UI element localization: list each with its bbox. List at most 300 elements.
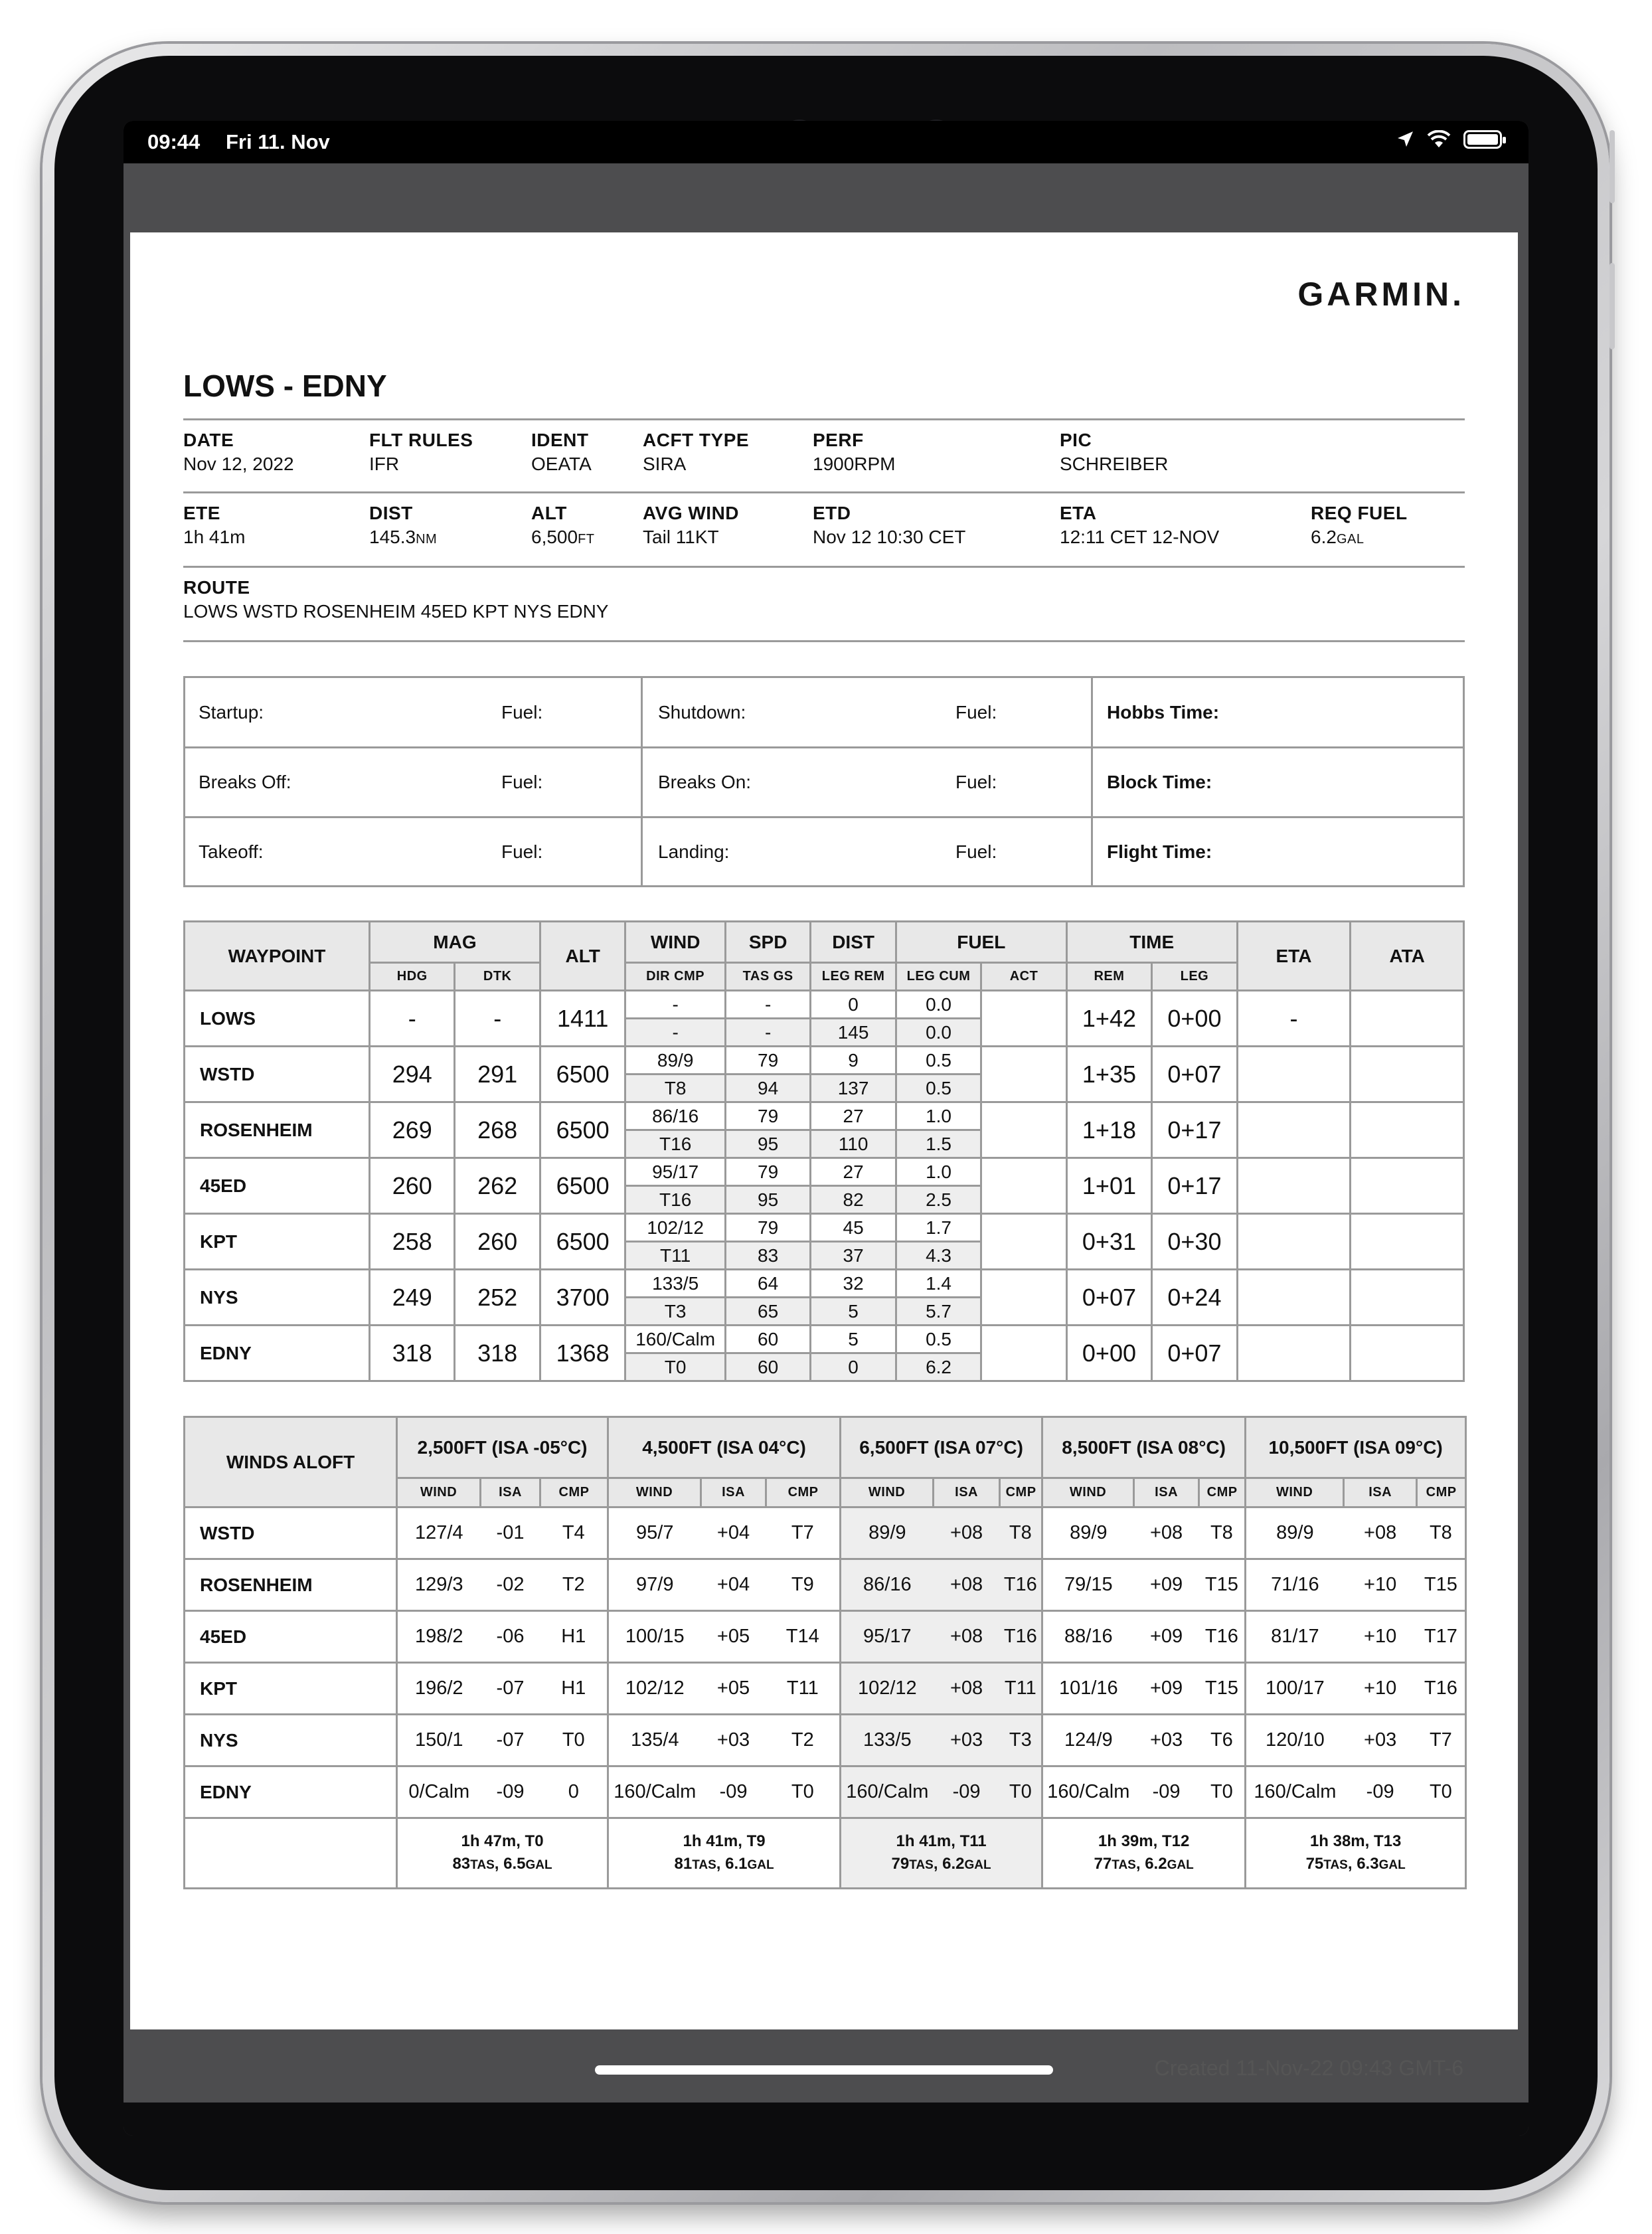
tas-cell: 79	[725, 1158, 810, 1186]
fuel-leg-cell: 0.5	[896, 1047, 981, 1074]
hdg-cell: 318	[370, 1326, 455, 1381]
cmp-value: T8	[1199, 1507, 1246, 1559]
level-header-10500: 10,500FT (ISA 09°C)	[1246, 1417, 1466, 1478]
wind-value: 89/9	[1042, 1507, 1134, 1559]
waypoint-name: EDNY	[185, 1766, 397, 1818]
wind-value: 89/9	[841, 1507, 934, 1559]
nav-row	[185, 1047, 1464, 1074]
col-cmp: CMP	[1417, 1478, 1466, 1507]
hdg-cell: -	[370, 991, 455, 1047]
header-ident: IDENT OEATA	[531, 430, 592, 474]
wind-value: 160/Calm	[608, 1766, 701, 1818]
eta-cell[interactable]	[1237, 1326, 1351, 1381]
isa-value: -09	[481, 1766, 540, 1818]
isa-value: +03	[1344, 1715, 1417, 1766]
col-wind: WIND	[1246, 1478, 1344, 1507]
block-times-box	[183, 676, 1465, 887]
wind-value: 160/Calm	[1246, 1766, 1344, 1818]
dtk-cell: 262	[455, 1158, 540, 1214]
takeoff-fuel-label[interactable]: Fuel:	[501, 841, 543, 862]
time-rem-cell: 1+18	[1066, 1102, 1151, 1158]
col-fuel: FUEL	[896, 922, 1066, 963]
waypoint-name: NYS	[185, 1715, 397, 1766]
isa-value: +03	[1134, 1715, 1199, 1766]
nav-row	[185, 991, 1464, 1019]
cmp-value: T8	[1000, 1507, 1042, 1559]
gal-unit: GAL	[747, 1857, 774, 1872]
isa-value: +03	[701, 1715, 766, 1766]
waypoint-name: KPT	[185, 1663, 397, 1715]
wind-value: 124/9	[1042, 1715, 1134, 1766]
time-leg-cell: 0+00	[1152, 991, 1237, 1047]
level-header-4500: 4,500FT (ISA 04°C)	[608, 1417, 841, 1478]
cmp-value: T3	[1000, 1715, 1042, 1766]
cmp-value: T17	[1417, 1611, 1466, 1663]
wind-value: 89/9	[1246, 1507, 1344, 1559]
cmp-value: T0	[540, 1715, 608, 1766]
nav-row	[185, 1158, 1464, 1186]
nav-log-table	[183, 920, 1465, 1382]
wind-value: 100/17	[1246, 1663, 1344, 1715]
wind-value: 102/12	[608, 1663, 701, 1715]
cmp-value: T16	[1000, 1559, 1042, 1611]
col-dist: DIST	[811, 922, 896, 963]
screen	[124, 121, 1528, 2136]
tas-cell: 60	[725, 1326, 810, 1353]
isa-value: +08	[934, 1507, 1000, 1559]
total-fuel: 6.5	[503, 1854, 526, 1873]
total-fuel: 6.2	[942, 1854, 965, 1873]
header-acft-type: ACFT TYPE SIRA	[643, 430, 750, 474]
cmp-value: T2	[540, 1559, 608, 1611]
level-total[interactable]: 1h 41m, T11 79TAS, 6.2GAL	[841, 1818, 1042, 1889]
bottom-bar	[124, 2103, 1528, 2136]
fuel-cum-cell: 2.5	[896, 1186, 981, 1214]
fuel-cum-cell: 4.3	[896, 1242, 981, 1270]
dtk-cell: 291	[455, 1047, 540, 1102]
tas-unit: TAS	[1112, 1857, 1136, 1872]
fuel-leg-cell: 0.0	[896, 991, 981, 1019]
ata-cell[interactable]	[1351, 1214, 1464, 1270]
startup-fuel-label[interactable]: Fuel:	[501, 702, 543, 723]
wind-value: 160/Calm	[1042, 1766, 1134, 1818]
wind-value: 129/3	[397, 1559, 481, 1611]
header-dist: DIST 145.3NM	[369, 503, 438, 547]
wind-value: 95/7	[608, 1507, 701, 1559]
dist-leg-cell: 9	[811, 1047, 896, 1074]
col-isa: ISA	[481, 1478, 540, 1507]
waypoint-name: 45ED	[185, 1611, 397, 1663]
header-pic: PIC SCHREIBER	[1060, 430, 1169, 474]
cmp-value: T0	[766, 1766, 841, 1818]
dist-rem-cell: 137	[811, 1074, 896, 1102]
winds-row	[185, 1663, 1466, 1715]
fuel-cum-cell: 6.2	[896, 1353, 981, 1381]
gs-cell: -	[725, 1019, 810, 1047]
header-req-fuel: REQ FUEL 6.2GAL	[1311, 503, 1408, 547]
header-alt: ALT 6,500FT	[531, 503, 595, 547]
hdg-cell: 294	[370, 1047, 455, 1102]
total-tas: 83	[452, 1854, 471, 1873]
landing-label[interactable]: Landing:	[658, 841, 730, 862]
isa-value: +10	[1344, 1559, 1417, 1611]
wifi-icon	[1426, 130, 1451, 149]
isa-value: -06	[481, 1611, 540, 1663]
cmp-value: T8	[1417, 1507, 1466, 1559]
dtk-cell: 260	[455, 1214, 540, 1270]
col-leg: LEG	[1152, 963, 1237, 991]
col-dtk: DTK	[455, 963, 540, 991]
total-fuel: 6.3	[1357, 1854, 1379, 1873]
isa-value: +05	[701, 1663, 766, 1715]
winds-aloft-table	[183, 1416, 1467, 1889]
fuel-cum-cell: 5.7	[896, 1298, 981, 1326]
ata-cell[interactable]	[1351, 1270, 1464, 1326]
isa-value: +08	[1344, 1507, 1417, 1559]
waypoint-name: NYS	[185, 1270, 370, 1326]
dtk-cell: 318	[455, 1326, 540, 1381]
isa-value: +09	[1134, 1663, 1199, 1715]
header-row-1	[183, 418, 1465, 491]
cmp-value: T14	[766, 1611, 841, 1663]
cmp-value: T15	[1199, 1663, 1246, 1715]
dist-rem-cell: 82	[811, 1186, 896, 1214]
col-eta: ETA	[1237, 922, 1351, 991]
flight-plan-document[interactable]	[130, 232, 1518, 2080]
wind-cell: 133/5	[625, 1270, 726, 1298]
dist-rem-cell: 37	[811, 1242, 896, 1270]
wind-value: 95/17	[841, 1611, 934, 1663]
breaks-off-fuel-label[interactable]: Fuel:	[501, 772, 543, 792]
garmin-logo: GARMIN.	[1297, 276, 1465, 313]
cmp-value: H1	[540, 1611, 608, 1663]
total-tas: 77	[1094, 1854, 1112, 1873]
eta-cell[interactable]: -	[1237, 991, 1351, 1047]
battery-icon	[1463, 130, 1502, 149]
wind-value: 160/Calm	[841, 1766, 934, 1818]
time-rem-cell: 0+31	[1066, 1214, 1151, 1270]
col-cmp: CMP	[540, 1478, 608, 1507]
gs-cell: 95	[725, 1130, 810, 1158]
alt-cell: 1411	[540, 991, 625, 1047]
cmp-value: T9	[766, 1559, 841, 1611]
fuel-leg-cell: 1.4	[896, 1270, 981, 1298]
fuel-act-cell[interactable]	[981, 1102, 1066, 1158]
level-header-6500: 6,500FT (ISA 07°C)	[841, 1417, 1042, 1478]
col-rem: REM	[1066, 963, 1151, 991]
time-rem-cell: 0+07	[1066, 1270, 1151, 1326]
shutdown-fuel-label[interactable]: Fuel:	[955, 702, 997, 723]
cmp-value: T7	[1417, 1715, 1466, 1766]
ata-cell[interactable]	[1351, 1326, 1464, 1381]
power-button	[1610, 130, 1615, 203]
fuel-act-cell[interactable]	[981, 1214, 1066, 1270]
created-timestamp: Created 11-Nov-22 09:43 GMT-6	[1154, 2056, 1463, 2080]
time-leg-cell: 0+17	[1152, 1158, 1237, 1214]
volume-button	[1610, 263, 1615, 349]
waypoint-name: WSTD	[185, 1507, 397, 1559]
wind-value: 198/2	[397, 1611, 481, 1663]
eta-cell[interactable]	[1237, 1047, 1351, 1102]
wind-cmp-cell: -	[625, 1019, 726, 1047]
alt-cell: 6500	[540, 1214, 625, 1270]
cmp-value: T2	[766, 1715, 841, 1766]
time-leg-cell: 0+30	[1152, 1214, 1237, 1270]
wind-value: 86/16	[841, 1559, 934, 1611]
cmp-value: T16	[1000, 1611, 1042, 1663]
header-eta: ETA 12:11 CET 12-NOV	[1060, 503, 1220, 547]
dist-leg-cell: 45	[811, 1214, 896, 1242]
time-leg-cell: 0+07	[1152, 1047, 1237, 1102]
wind-cmp-cell: T16	[625, 1186, 726, 1214]
fuel-cum-cell: 0.5	[896, 1074, 981, 1102]
eta-cell[interactable]	[1237, 1270, 1351, 1326]
fuel-leg-cell: 1.7	[896, 1214, 981, 1242]
isa-value: -09	[1134, 1766, 1199, 1818]
fuel-act-cell[interactable]	[981, 1270, 1066, 1326]
shutdown-label[interactable]: Shutdown:	[658, 702, 746, 723]
col-cmp: CMP	[1000, 1478, 1042, 1507]
gs-cell: 94	[725, 1074, 810, 1102]
breaks-on-label[interactable]: Breaks On:	[658, 772, 752, 792]
fuel-act-cell[interactable]	[981, 1158, 1066, 1214]
wind-value: 133/5	[841, 1715, 934, 1766]
col-time: TIME	[1066, 922, 1237, 963]
dist-leg-cell: 0	[811, 991, 896, 1019]
col-act: ACT	[981, 963, 1066, 991]
tas-cell: -	[725, 991, 810, 1019]
ata-cell[interactable]	[1351, 991, 1464, 1047]
breaks-on-fuel-label[interactable]: Fuel:	[955, 772, 997, 792]
level-total[interactable]: 1h 38m, T13 75TAS, 6.3GAL	[1246, 1818, 1466, 1889]
cmp-value: T11	[766, 1663, 841, 1715]
dtk-cell: -	[455, 991, 540, 1047]
hdg-cell: 249	[370, 1270, 455, 1326]
wind-cell: 160/Calm	[625, 1326, 726, 1353]
fuel-act-cell[interactable]	[981, 1047, 1066, 1102]
breaks-off-label[interactable]: Breaks Off:	[199, 772, 291, 792]
fuel-act-cell[interactable]	[981, 991, 1066, 1047]
isa-value: -09	[934, 1766, 1000, 1818]
wind-cell: 89/9	[625, 1047, 726, 1074]
wind-cell: 95/17	[625, 1158, 726, 1186]
total-time: 1h 38m, T13	[1309, 1832, 1402, 1850]
header-avg-wind: AVG WIND Tail 11KT	[643, 503, 740, 547]
wind-value: 120/10	[1246, 1715, 1344, 1766]
isa-value: +09	[1134, 1611, 1199, 1663]
wind-cell: 86/16	[625, 1102, 726, 1130]
tas-unit: TAS	[692, 1857, 716, 1872]
route-value: LOWS WSTD ROSENHEIM 45ED KPT NYS EDNY	[183, 601, 609, 622]
wind-value: 101/16	[1042, 1663, 1134, 1715]
eta-cell[interactable]	[1237, 1102, 1351, 1158]
block-time-label[interactable]: Block Time:	[1107, 772, 1212, 792]
winds-totals-row	[185, 1818, 1466, 1889]
dist-rem-cell: 0	[811, 1353, 896, 1381]
col-dir-cmp: DIR CMP	[625, 963, 726, 991]
isa-value: +03	[934, 1715, 1000, 1766]
eta-cell[interactable]	[1237, 1214, 1351, 1270]
total-tas: 81	[674, 1854, 693, 1873]
col-wind: WIND	[625, 922, 726, 963]
cmp-value: T0	[1000, 1766, 1042, 1818]
flight-time-label[interactable]: Flight Time:	[1107, 841, 1212, 862]
total-fuel: 6.2	[1145, 1854, 1167, 1873]
waypoint-name: 45ED	[185, 1158, 370, 1214]
dist-rem-cell: 110	[811, 1130, 896, 1158]
winds-row	[185, 1715, 1466, 1766]
hobbs-time-label[interactable]: Hobbs Time:	[1107, 702, 1220, 723]
fuel-act-cell[interactable]	[981, 1326, 1066, 1381]
dist-rem-cell: 145	[811, 1019, 896, 1047]
totals-blank	[185, 1818, 397, 1889]
winds-aloft-title: WINDS ALOFT	[185, 1417, 397, 1507]
wind-value: 102/12	[841, 1663, 934, 1715]
hdg-cell: 269	[370, 1102, 455, 1158]
header-row-2	[183, 491, 1465, 566]
wind-value: 150/1	[397, 1715, 481, 1766]
wind-cmp-cell: T3	[625, 1298, 726, 1326]
alt-cell: 3700	[540, 1270, 625, 1326]
tas-unit: TAS	[470, 1857, 495, 1872]
level-total[interactable]: 1h 41m, T9 81TAS, 6.1GAL	[608, 1818, 841, 1889]
col-waypoint: WAYPOINT	[185, 922, 370, 991]
col-leg-rem: LEG REM	[811, 963, 896, 991]
cmp-value: T7	[766, 1507, 841, 1559]
wind-cmp-cell: T8	[625, 1074, 726, 1102]
header-perf: PERF 1900RPM	[813, 430, 896, 474]
fuel-cum-cell: 0.0	[896, 1019, 981, 1047]
gs-cell: 60	[725, 1353, 810, 1381]
level-total[interactable]: 1h 39m, T12 77TAS, 6.2GAL	[1042, 1818, 1246, 1889]
col-ata: ATA	[1351, 922, 1464, 991]
alt-cell: 1368	[540, 1326, 625, 1381]
isa-value: -01	[481, 1507, 540, 1559]
isa-value: +04	[701, 1507, 766, 1559]
dist-rem-cell: 5	[811, 1298, 896, 1326]
nav-row	[185, 1214, 1464, 1242]
total-time: 1h 47m, T0	[461, 1832, 544, 1850]
startup-label[interactable]: Startup:	[199, 702, 264, 723]
isa-value: -09	[701, 1766, 766, 1818]
level-total[interactable]: 1h 47m, T0 83TAS, 6.5GAL	[397, 1818, 608, 1889]
level-header-2500: 2,500FT (ISA -05°C)	[397, 1417, 608, 1478]
winds-row	[185, 1611, 1466, 1663]
isa-value: -07	[481, 1715, 540, 1766]
time-leg-cell: 0+07	[1152, 1326, 1237, 1381]
gs-cell: 65	[725, 1298, 810, 1326]
wind-value: 88/16	[1042, 1611, 1134, 1663]
total-time: 1h 39m, T12	[1098, 1832, 1190, 1850]
isa-value: +08	[934, 1611, 1000, 1663]
dist-leg-cell: 27	[811, 1158, 896, 1186]
gs-cell: 95	[725, 1186, 810, 1214]
ata-cell[interactable]	[1351, 1102, 1464, 1158]
landing-fuel-label[interactable]: Fuel:	[955, 841, 997, 862]
hdg-cell: 260	[370, 1158, 455, 1214]
isa-value: +10	[1344, 1663, 1417, 1715]
alt-cell: 6500	[540, 1047, 625, 1102]
cmp-value: T15	[1199, 1559, 1246, 1611]
fuel-leg-cell: 1.0	[896, 1102, 981, 1130]
isa-value: +10	[1344, 1611, 1417, 1663]
total-tas: 75	[1305, 1854, 1324, 1873]
header-date: DATE Nov 12, 2022	[183, 430, 294, 474]
isa-value: +05	[701, 1611, 766, 1663]
waypoint-name: EDNY	[185, 1326, 370, 1381]
isa-value: -09	[1344, 1766, 1417, 1818]
wind-value: 79/15	[1042, 1559, 1134, 1611]
wind-cmp-cell: T11	[625, 1242, 726, 1270]
waypoint-name: WSTD	[185, 1047, 370, 1102]
col-wind: WIND	[608, 1478, 701, 1507]
isa-value: +08	[1134, 1507, 1199, 1559]
route-title: LOWS - EDNY	[183, 369, 387, 403]
time-leg-cell: 0+24	[1152, 1270, 1237, 1326]
takeoff-label[interactable]: Takeoff:	[199, 841, 264, 862]
total-tas: 79	[891, 1854, 910, 1873]
dist-leg-cell: 32	[811, 1270, 896, 1298]
header-flt-rules: FLT RULES IFR	[369, 430, 473, 474]
isa-value: -07	[481, 1663, 540, 1715]
gal-unit: GAL	[964, 1857, 991, 1872]
time-rem-cell: 1+42	[1066, 991, 1151, 1047]
isa-value: +04	[701, 1559, 766, 1611]
waypoint-name: KPT	[185, 1214, 370, 1270]
winds-row	[185, 1507, 1466, 1559]
alt-cell: 6500	[540, 1102, 625, 1158]
hdg-cell: 258	[370, 1214, 455, 1270]
wind-value: 0/Calm	[397, 1766, 481, 1818]
cmp-value: T16	[1417, 1663, 1466, 1715]
status-date: Fri 11. Nov	[226, 130, 330, 153]
total-time: 1h 41m, T9	[683, 1832, 766, 1850]
total-time: 1h 41m, T11	[896, 1832, 987, 1850]
fuel-leg-cell: 1.0	[896, 1158, 981, 1186]
col-isa: ISA	[701, 1478, 766, 1507]
ata-cell[interactable]	[1351, 1158, 1464, 1214]
gal-unit: GAL	[1167, 1857, 1194, 1872]
tas-cell: 79	[725, 1214, 810, 1242]
isa-value: +08	[934, 1663, 1000, 1715]
tas-unit: TAS	[909, 1857, 934, 1872]
home-indicator[interactable]	[595, 2065, 1053, 2075]
gal-unit: GAL	[525, 1857, 552, 1872]
col-wind: WIND	[1042, 1478, 1134, 1507]
isa-value: +08	[934, 1559, 1000, 1611]
col-spd: SPD	[725, 922, 810, 963]
status-bar	[124, 121, 1528, 163]
wind-value: 100/15	[608, 1611, 701, 1663]
time-rem-cell: 0+00	[1066, 1326, 1151, 1381]
gs-cell: 83	[725, 1242, 810, 1270]
wind-cmp-cell: T0	[625, 1353, 726, 1381]
time-leg-cell: 0+17	[1152, 1102, 1237, 1158]
tas-cell: 79	[725, 1047, 810, 1074]
waypoint-name: ROSENHEIM	[185, 1102, 370, 1158]
time-rem-cell: 1+35	[1066, 1047, 1151, 1102]
eta-cell[interactable]	[1237, 1158, 1351, 1214]
header-route	[183, 566, 1465, 640]
col-isa: ISA	[1134, 1478, 1199, 1507]
cmp-value: T16	[1199, 1611, 1246, 1663]
wind-cell: -	[625, 991, 726, 1019]
isa-value: -02	[481, 1559, 540, 1611]
col-mag: MAG	[370, 922, 540, 963]
total-fuel: 6.1	[725, 1854, 748, 1873]
ata-cell[interactable]	[1351, 1047, 1464, 1102]
col-tas-gs: TAS GS	[725, 963, 810, 991]
